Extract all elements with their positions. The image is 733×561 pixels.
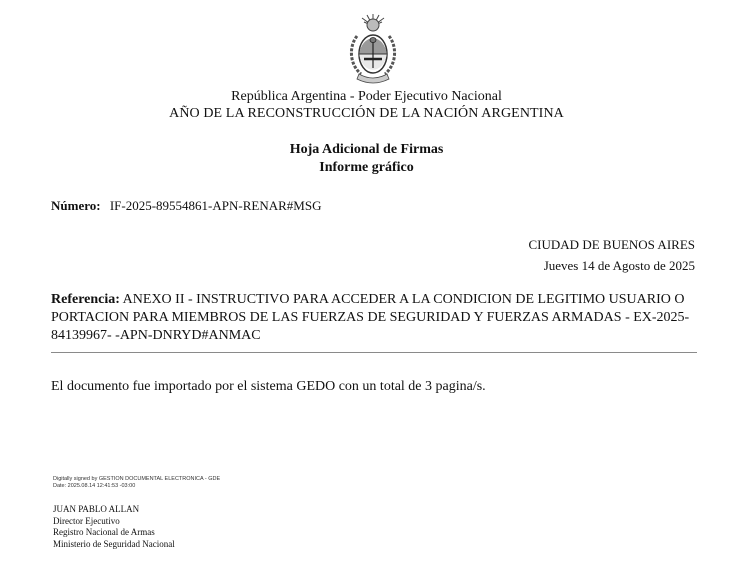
reference bbox=[51, 291, 701, 345]
signer-organization: Registro Nacional de Armas bbox=[53, 527, 155, 537]
document-date: Jueves 14 de Agosto de 2025 bbox=[543, 258, 695, 273]
body-text: El documento fue importado por el sistema GEDO con un total de 3 pagina/s. bbox=[51, 379, 486, 394]
signer-ministry: Ministerio de Seguridad Nacional bbox=[53, 538, 175, 549]
divider bbox=[51, 352, 697, 353]
signer-position: Director Ejecutivo bbox=[53, 515, 120, 526]
digital-signature-date: Date: 2025.08.14 12:41:53 -03:00 bbox=[53, 482, 136, 489]
digital-signature-stamp bbox=[53, 476, 220, 489]
digital-signature-line: Digitally signed by GESTION DOCUMENTAL ELECTRONICA - GDE bbox=[53, 476, 221, 482]
reference-text: ANEXO II - INSTRUCTIVO PARA ACCEDER A LA CONDICION DE LEGITIMO USUARIO O PORTACION PARA MIEMBROS DE LAS FUERZAS DE SEGURIDAD Y FUERZAS ARMADAS - EX-2025-84139967- -APN-DNRYD#ANMAC bbox=[51, 292, 690, 343]
signer-block bbox=[53, 504, 175, 550]
document-number-label: Número: bbox=[51, 198, 101, 213]
city: CIUDAD DE BUENOS AIRES bbox=[528, 237, 695, 252]
document-number-value: IF-2025-89554861-APN-RENAR#MSG bbox=[109, 198, 322, 213]
reference-label: Referencia: bbox=[51, 292, 120, 307]
argentina-coat-of-arms-icon bbox=[347, 12, 399, 86]
page-title: Hoja Adicional de Firmas bbox=[289, 142, 444, 157]
signer-name: JUAN PABLO ALLAN bbox=[53, 504, 140, 514]
government-line: República Argentina - Poder Ejecutivo Nacional bbox=[231, 89, 502, 104]
document-number bbox=[51, 198, 321, 214]
year-motto: AÑO DE LA RECONSTRUCCIÓN DE LA NACIÓN ARGENTINA bbox=[169, 106, 564, 121]
page-subtitle: Informe gráfico bbox=[319, 160, 414, 175]
